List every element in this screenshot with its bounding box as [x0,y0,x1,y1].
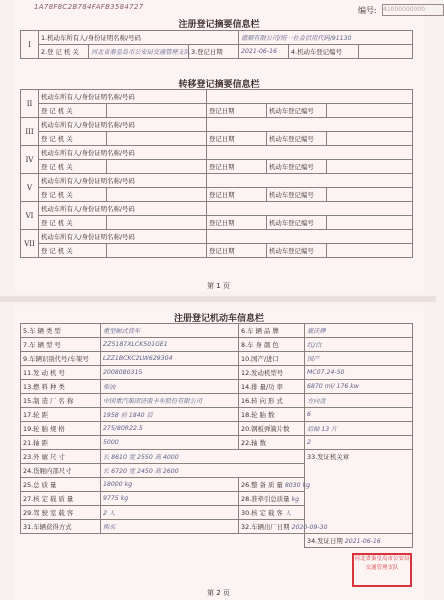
color-value: 红/白 [305,338,413,352]
cab-passengers-value: 2 人 [101,506,239,520]
owner-label: 机动车所有人/身份证明名称/号码 [39,174,207,188]
vehicle-info-table [20,323,413,548]
seats-label: 30.核 定 载 客 [241,509,283,517]
authority-value [107,160,207,174]
outer-dimensions-label: 23.外 廓 尺 寸 [21,450,101,464]
authority-label: 登 记 机 关 [39,244,107,258]
reg-no-label: 机动车登记编号 [267,104,327,118]
date-label: 登记日期 [207,244,267,258]
reg-no-label: 机动车登记编号 [267,132,327,146]
reg-no-label: 机动车登记编号 [267,188,327,202]
authority-label: 登 记 机 关 [39,188,107,202]
track-label: 17.轮 距 [21,408,101,422]
brand-value: 豪沃牌 [305,324,413,338]
displacement-value: 6870 ml/ 176 kw [305,380,413,394]
row-roman: VI [21,202,39,230]
model-value: ZZ5187XLCK501GE1 [101,338,239,352]
owner-value [207,90,413,104]
authority-value [107,132,207,146]
factory-date-label: 32.车辆出厂日期 [241,523,290,531]
owner-value: 德顺有限公司/统一社会信用代码/91130 [239,31,413,45]
stamp-label: 33.发证机关章 [305,450,413,534]
date-label: 登记日期 [207,188,267,202]
steering-value: 方向盘 [305,394,413,408]
authority-label: 登 记 机 关 [39,160,107,174]
reg-no-label: 4.机动车登记编号 [289,45,359,59]
acquisition-value: 购买 [101,520,239,534]
reg-no-label: 机动车登记编号 [267,244,327,258]
reg-no-value [359,45,413,59]
steering-label: 16.转 向 形 式 [239,394,305,408]
factory-date-value: 2020-09-30 [291,524,328,531]
owner-value [207,118,413,132]
color-label: 8.车 身 颜 色 [239,338,305,352]
reg-no-label: 机动车登记编号 [267,160,327,174]
owner-label: 机动车所有人/身份证明名称/号码 [39,202,207,216]
tire-count-label: 18.轮 胎 数 [239,408,305,422]
row-roman: VII [21,230,39,258]
date-label: 登记日期 [207,132,267,146]
tire-count-value: 6 [305,408,413,422]
outer-dimensions-value: 长 8610 宽 2550 高 4000 [101,450,305,464]
cargo-dimensions-value: 长 6720 宽 2450 高 2600 [101,464,305,478]
owner-value [207,202,413,216]
issue-date-value: 2021-06-16 [344,538,381,545]
curb-mass-cell [239,478,311,492]
registration-summary-table [20,30,413,59]
row-roman: IV [21,146,39,174]
gross-mass-label: 25.总 质 量 [21,478,101,492]
authority-label: 2.登 记 机 关 [39,45,89,59]
spring-value: 后轴 13 片 [305,422,413,436]
tow-mass-label: 28.准牵引总质量 [241,495,290,503]
axles-value: 2 [305,436,413,450]
authority-value [107,216,207,230]
owner-label: 机动车所有人/身份证明名称/号码 [39,230,207,244]
fuel-label: 13.燃 料 种 类 [21,380,101,394]
reg-no-value [327,244,413,258]
tire-spec-label: 19.轮 胎 规 格 [21,422,101,436]
brand-label: 6.车 辆 品 牌 [239,324,305,338]
reg-no-value [327,132,413,146]
vehicle-type-value: 重型厢式货车 [101,324,239,338]
wheelbase-value: 5000 [101,436,239,450]
acquisition-label: 31.车辆获得方式 [21,520,101,534]
authority-label: 登 记 机 关 [39,104,107,118]
row-roman: I [21,31,39,59]
date-value: 2021-06-16 [239,45,289,59]
owner-value [207,146,413,160]
row-roman: II [21,90,39,118]
origin-label: 10.国产/进口 [239,352,305,366]
engine-no-label: 11.发 动 机 号 [21,366,101,380]
curb-mass-value: 8030 kg [284,482,311,489]
vin-label: 9.车辆识别代号/车架号 [21,352,101,366]
manufacturer-value: 中国重汽集团济南卡车股份有限公司 [101,394,239,408]
date-label: 登记日期 [207,104,267,118]
curb-mass-label: 26.整 备 质 量 [241,481,283,489]
serial-label: 编号: [358,6,377,15]
reg-no-value [327,104,413,118]
transfer-title: 转移登记摘要信息栏 [178,80,260,90]
engine-model-label: 12.发动机型号 [239,366,305,380]
spring-label: 20.钢板弹簧片数 [239,422,305,436]
authority-value [107,244,207,258]
seats-cell [239,506,305,520]
reg-no-value [327,216,413,230]
fuel-value: 柴油 [101,380,239,394]
owner-label: 机动车所有人/身份证明名称/号码 [39,118,207,132]
displacement-label: 14.排 量/功 率 [239,380,305,394]
model-label: 7.车 辆 型 号 [21,338,101,352]
page-separator [0,296,436,302]
authority-value [107,104,207,118]
owner-label: 1.机动车所有人/身份证明名称/号码 [39,31,239,45]
payload-label: 27.核 定 载 质 量 [21,492,101,506]
wheelbase-label: 21.轴 距 [21,436,101,450]
date-label: 登记日期 [207,160,267,174]
issue-date-label: 34.发证日期 [307,537,343,545]
authority-label: 登 记 机 关 [39,132,107,146]
summary-title: 注册登记摘要信息栏 [178,20,260,30]
row-roman: III [21,118,39,146]
authority-value: 河北省秦皇岛市公安局交通管理支队 [89,45,189,59]
tire-spec-value: 275/80R22.5 [101,422,239,436]
owner-label: 机动车所有人/身份证明名称/号码 [39,90,207,104]
date-label: 3.登记日期 [189,45,239,59]
tow-mass-cell [239,492,305,506]
authority-value [107,188,207,202]
serial-value: 41000000000 [382,4,444,16]
vehicle-type-label: 5.车 辆 类 型 [21,324,101,338]
factory-date-cell [239,520,328,534]
authority-label: 登 记 机 关 [39,216,107,230]
page-number: 第 2 页 [207,589,230,597]
seats-value: 人 [284,510,292,517]
owner-value [207,174,413,188]
origin-value: 国产 [305,352,413,366]
tow-mass-value: kg [291,496,300,503]
reg-no-value [327,188,413,202]
page-1 [14,0,424,292]
reg-no-label: 机动车登记编号 [267,216,327,230]
transfer-summary-table [20,89,413,258]
cargo-dimensions-label: 24.货厢内部尺寸 [21,464,101,478]
issue-date-cell [305,534,413,548]
document-code: 1A78F8C2B784FAFB3584727 [34,3,144,11]
vin-value: LZZ1BCKC2LW629304 [101,352,239,366]
axles-label: 22.轴 数 [239,436,305,450]
track-value: 1958 前 1840 后 [101,408,239,422]
page-number: 第 1 页 [207,282,230,290]
payload-value: 9775 kg [101,492,239,506]
cab-passengers-label: 29.驾 驶 室 载 客 [21,506,101,520]
owner-label: 机动车所有人/身份证明名称/号码 [39,146,207,160]
row-roman: V [21,174,39,202]
date-label: 登记日期 [207,216,267,230]
gross-mass-value: 18000 kg [101,478,239,492]
owner-value [207,230,413,244]
official-seal: 河北省秦皇岛市公安局交通管理支队 [352,553,412,587]
engine-no-value: 2008080315 [101,366,239,380]
manufacturer-label: 15.制 造 厂 名 称 [21,394,101,408]
reg-no-value [327,160,413,174]
engine-model-value: MC07.24-50 [305,366,413,380]
vehicle-info-title: 注册登记机动车信息栏 [173,314,264,324]
